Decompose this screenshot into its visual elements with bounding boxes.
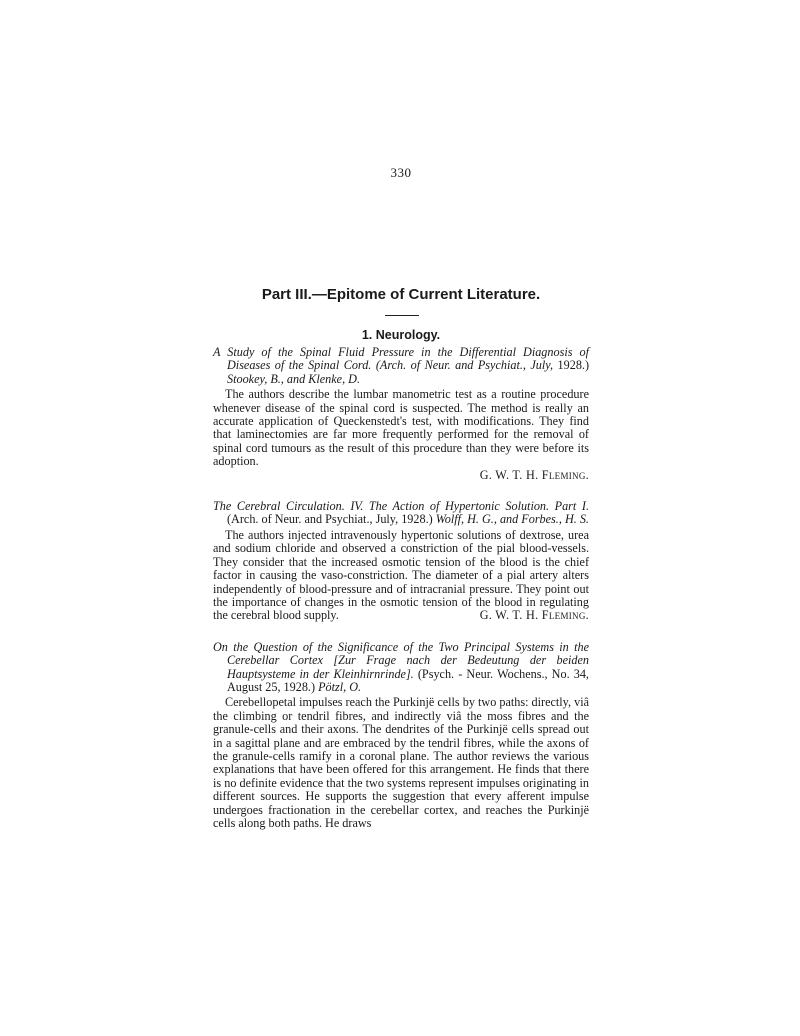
- citation-title: The Cerebral Circulation. IV. The Action of Hypertonic Solution. Part I.: [213, 499, 589, 514]
- article-citation: [213, 641, 589, 695]
- article-signature: [213, 469, 589, 482]
- article-body-text: The authors injected intravenously hypertonic solutions of dextrose, urea and sodium chloride and observed a constriction of the pial blood-vessels. They consider that the increased osmotic tension of the blood is the chief factor in causing the vaso-constriction. The diameter of a pial artery alters independently of blood-pressure and of intracranial pressure. They point out the importance of changes in the osmotic tension of the blood in regulating the cerebral blood supply.: [213, 527, 589, 623]
- signature-name: Fleming.: [541, 608, 589, 623]
- journal-page: [213, 165, 590, 830]
- citation-source: (Arch. of Neur. and Psychiat., July,: [375, 358, 554, 373]
- article-body: [213, 529, 589, 623]
- citation-authors: Stookey, B., and Klenke, D.: [227, 371, 361, 386]
- signature-name: Fleming.: [541, 467, 589, 482]
- article-body: Cerebellopetal impulses reach the Purkinjë cells by two paths: directly, viâ the climbing or tendril fibres, and indirectly viâ the moss fibres and the granule-cells and their axons. The dendrites of the Purkinjë cells spread out in a sagittal plane and are embraced by the tendril fibres, while the axons of the granule-cells ramify in a coronal plane. The author reviews the various explanations that have been offered for this arrangement. He finds that there is no definite evidence that the two systems represent impulses originating in different sources. He supports the suggestion that every afferent impulse undergoes fractionation in the cerebellar cortex, and reaches the Purkinjë cells along both paths. He draws: [213, 695, 589, 830]
- article-spinal-fluid: [213, 346, 589, 482]
- article-signature: [468, 609, 589, 622]
- citation-source: (Arch. of Neur. and Psychiat., July, 1928.): [227, 512, 433, 527]
- article-citation: [213, 346, 589, 386]
- citation-source: (Psych. - Neur. Wochens., No. 34, August 25, 1928.): [227, 666, 589, 694]
- citation-title: On the Question of the Significance of the Two Principal Systems in the Cerebellar Cortex: [213, 639, 589, 668]
- signature-initials: G. W. T. H.: [479, 467, 539, 482]
- signature-initials: G. W. T. H.: [479, 608, 539, 623]
- article-citation: [213, 500, 589, 527]
- citation-authors: Wolff, H. G., and Forbes., H. S.: [435, 512, 589, 527]
- section-heading: 1. Neurology.: [361, 328, 441, 342]
- citation-title: A Study of the Spinal Fluid Pressure in the Differential Diagnosis of Diseases of the Spinal Cord.: [213, 345, 589, 373]
- citation-authors: Pötzl, O.: [318, 679, 362, 694]
- page-number: 330: [390, 165, 412, 180]
- part-title: Part III.—Epitome of Current Literature.: [261, 286, 541, 303]
- article-body: The authors describe the lumbar manometric test as a routine procedure whenever disease of the spinal cord is suspected. The method is really an accurate application of Queckenstedt's test, with modifications. They find that laminectomies are far more frequently performed for the removal of spinal cord tumours as the result of this procedure than they were before its adoption.: [213, 387, 589, 469]
- title-rule: [385, 315, 419, 316]
- article-cerebellar-cortex: [213, 641, 589, 831]
- citation-year: 1928.): [557, 358, 590, 373]
- articles-list: [213, 346, 589, 830]
- citation-german: [Zur Frage nach der Bedeutung der beiden Hauptsysteme in der Kleinhirnrinde].: [227, 653, 589, 681]
- article-cerebral-circulation: [213, 500, 589, 623]
